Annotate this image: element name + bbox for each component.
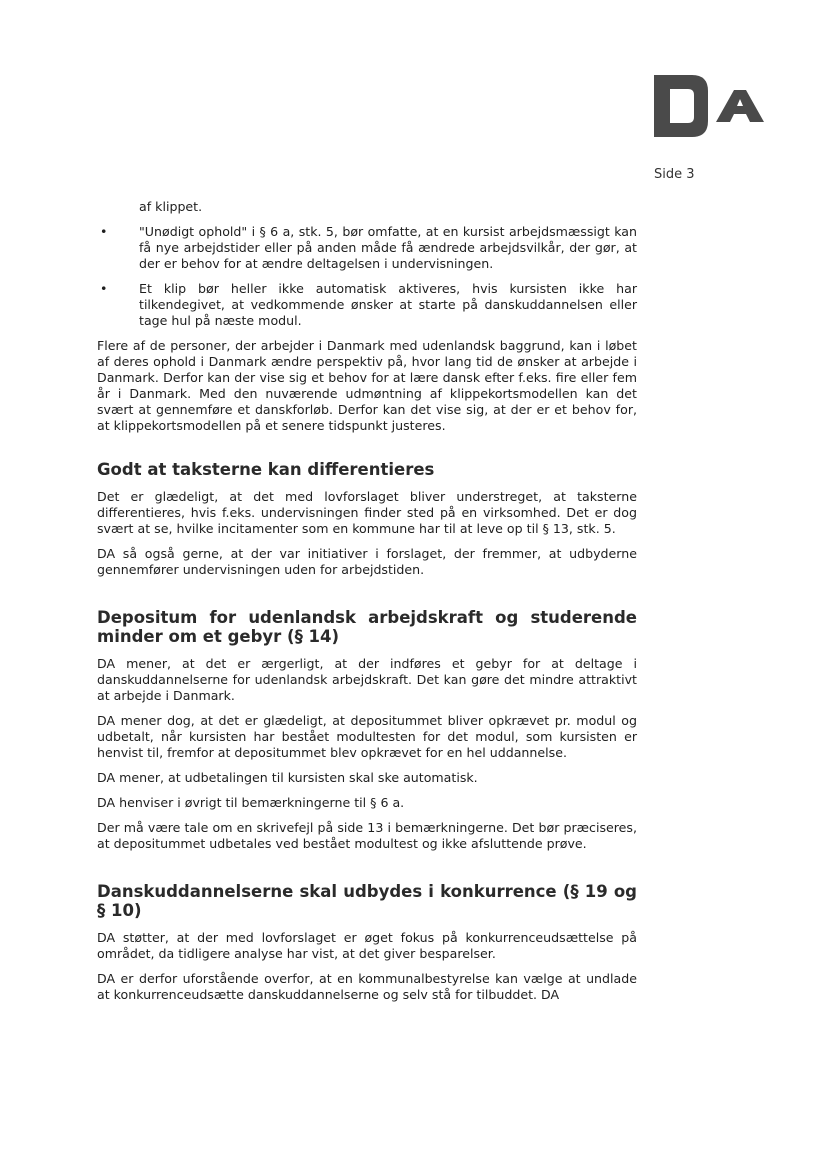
bullet-text: "Unødigt ophold" i § 6 a, stk. 5, bør omfatte, at en kursist arbejdsmæssigt kan få nye arbejdstider eller på anden måde få ændrede arbejdsvilkår, der gør, at der er behov for at ændre deltagelsen i undervisningen. [139, 224, 637, 271]
paragraph: Det er glædeligt, at det med lovforslaget bliver understreget, at taksterne differentieres, hvis f.eks. undervisningen finder sted på en virksomhed. Det er dog svært at se, hvilke incitamenter som en kommune har til at leve op til § 13, stk. 5. [97, 489, 637, 536]
section-heading: Danskuddannelserne skal udbydes i konkurrence (§ 19 og § 10) [97, 882, 637, 920]
page-number: Side 3 [654, 167, 695, 182]
paragraph: Flere af de personer, der arbejder i Danmark med udenlandsk baggrund, kan i løbet af deres ophold i Danmark ændre perspektiv på, hvor lang tid de ønsker at arbejde i Danmark. Derfor kan der vise sig et behov for at lære dansk efter f.eks. fire eller fem år i Danmark. Med den nuværende udmøntning af klippekortsmodellen kan det svært at gennemføre et danskforløb. Derfor kan det vise sig, at der er et behov for, at klippekortsmodellen på et senere tidspunkt justeres. [97, 338, 637, 433]
paragraph: DA mener, at det er ærgerligt, at der indføres et gebyr for at deltage i danskuddannelserne for udenlandsk arbejdskraft. Det kan gøre det mindre attraktivt at arbejde i Danmark. [97, 656, 637, 703]
section-heading: Godt at taksterne kan differentieres [97, 460, 435, 479]
paragraph: DA så også gerne, at der var initiativer i forslaget, der fremmer, at udbyderne gennemfører undervisningen uden for arbejdstiden. [97, 546, 637, 577]
logo-letter-d [654, 75, 708, 137]
bullet-item [97, 281, 637, 329]
logo-letter-a [716, 90, 764, 122]
section-heading: Depositum for udenlandsk arbejdskraft og studerende minder om et gebyr (§ 14) [97, 608, 637, 646]
bullet-dot: • [100, 224, 108, 239]
bullet-item [97, 224, 637, 272]
document-body [97, 199, 637, 1012]
paragraph: DA mener dog, at det er glædeligt, at depositummet bliver opkrævet pr. modul og udbetalt, når kursisten har bestået modultesten for det modul, som kursisten er henvist til, fremfor at depositummet blev opkrævet for en hel uddannelse. [97, 713, 637, 760]
continued-text: af klippet. [139, 199, 203, 214]
da-logo [654, 75, 764, 137]
paragraph: DA mener, at udbetalingen til kursisten skal ske automatisk. [97, 770, 478, 785]
paragraph: DA støtter, at der med lovforslaget er øget fokus på konkurrenceudsættelse på området, da tidligere analyse har vist, at det giver besparelser. [97, 930, 637, 961]
paragraph: DA er derfor uforstående overfor, at en kommunalbestyrelse kan vælge at undlade at konkurrenceudsætte danskuddannelserne og selv stå for tilbuddet. DA [97, 971, 637, 1002]
bullet-dot: • [100, 281, 108, 296]
paragraph: DA henviser i øvrigt til bemærkningerne til § 6 a. [97, 795, 405, 810]
bullet-text: Et klip bør heller ikke automatisk aktiveres, hvis kursisten ikke har tilkendegivet, at vedkommende ønsker at starte på danskuddannelsen eller tage hul på næste modul. [139, 281, 637, 328]
paragraph: Der må være tale om en skrivefejl på side 13 i bemærkningerne. Det bør præciseres, at depositummet udbetales ved bestået modultest og ikke afsluttende prøve. [97, 820, 637, 851]
